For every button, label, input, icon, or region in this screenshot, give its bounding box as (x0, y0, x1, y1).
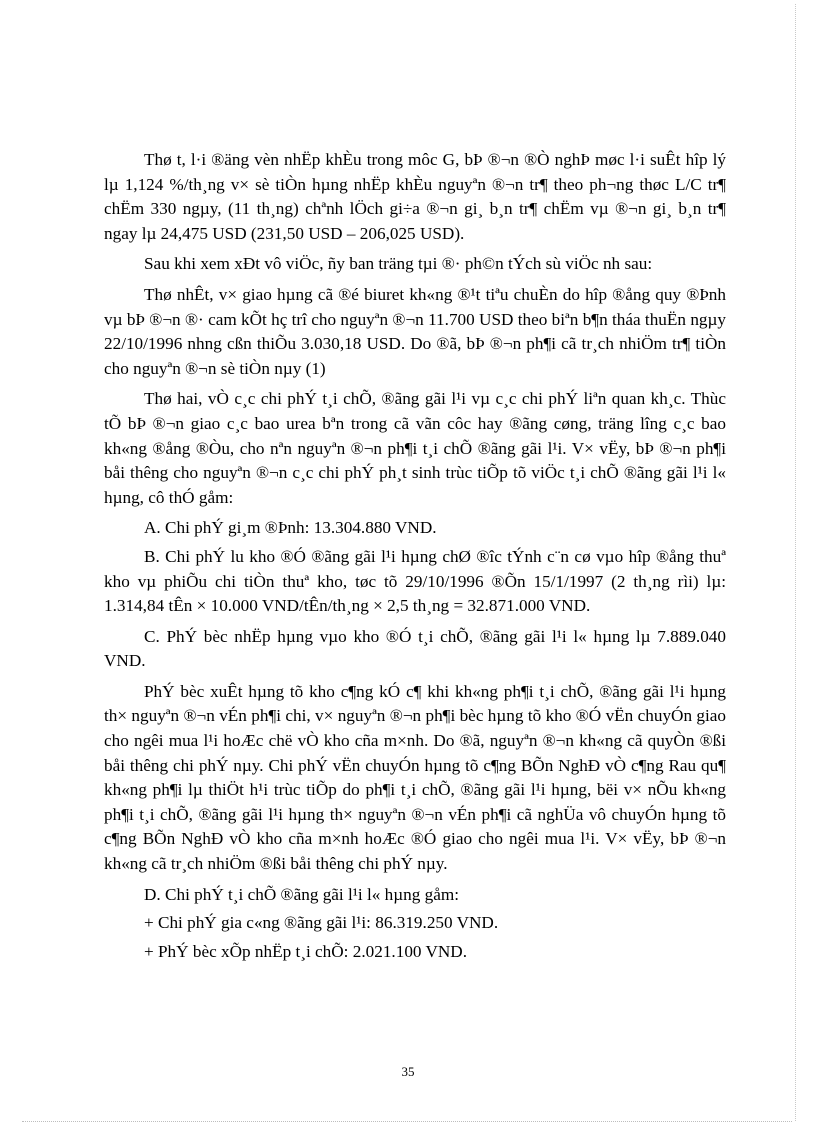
item-d: D. Chi phÝ t¸i chÕ ®ãng gãi l¹i l« hµng gåm: (144, 884, 460, 904)
body-text (104, 148, 731, 968)
item-a: A. Chi phÝ gi¸m ®Þnh: 13.304.880 VND. (144, 518, 437, 538)
item-d-line-2: + PhÝ bèc xÕp nhËp t¸i chÕ: 2.021.100 VND. (144, 941, 468, 961)
paragraph-3: Thø nhÊt, v× giao hµng cã ®é biuret kh«ng ®¹t tiªu chuÈn do hîp ®ång quy ®Þnh vµ bÞ ®¬n ®· cam kÕt hç trî cho nguyªn ®¬n 11.700 USD theo biªn b¶n tháa thuËn ngµy 22/10/1996 nhng cßn thiÕu 3.030,18 USD. Do ®ã, bÞ ®¬n ph¶i cã tr¸ch nhiÖm tr¶ tiÒn cho nguyªn ®¬n sè tiÒn nµy (1) (104, 284, 731, 378)
paragraph-c-detail: PhÝ bèc xuÊt hµng tõ kho c¶ng kÓ c¶ khi kh«ng ph¶i t¸i chÕ, ®ãng gãi l¹i hµng th× nguyªn ®¬n vÉn ph¶i chi, v× nguyªn ®¬n ph¶i bèc hµng tõ kho ®Ó vËn chuyÓn giao cho ngêi mua l¹i hoÆc chë vÒ kho cña m×nh. Do ®ã, nguyªn ®¬n kh«ng cã quyÒn ®ßi båi thêng chi phÝ nµy. Chi phÝ vËn chuyÓn hµng tõ c¶ng BÕn NghÐ vÒ c¶ng Rau qu¶ kh«ng ph¶i lµ thiÖt h¹i trùc tiÕp do ph¶i t¸i chÕ, ®ãng gãi l¹i hµng, bëi v× nÕu kh«ng ph¶i t¸i chÕ, ®ãng gãi l¹i hµng th× nguyªn ®¬n vÉn ph¶i cã nghÜa vô chuyÓn hµng tõ c¶ng BÕn NghÐ vÒ kho cña m×nh hoÆc ®Ó giao cho ngêi mua l¹i. V× vËy, bÞ ®¬n kh«ng cã tr¸ch nhiÖm ®ßi båi thêng chi phÝ nµy. (104, 681, 731, 874)
page-number: 35 (401, 1064, 415, 1079)
item-b: B. Chi phÝ lu kho ®Ó ®ãng gãi l¹i hµng chØ ®îc tÝnh c¨n cø vµo hîp ®ång thuª kho vµ phiÕu chi tiÒn thuª kho, tøc tõ 29/10/1996 ®Õn 15/1/1997 (2 th¸ng rìi) lµ: 1.314,84 tÊn × 10.000 VND/tÊn/th¸ng × 2,5 th¸ng = 32.871.000 VND. (104, 546, 731, 616)
item-d-line-1: + Chi phÝ gia c«ng ®ãng gãi l¹i: 86.319.250 VND. (144, 913, 499, 933)
item-c: C. PhÝ bèc nhËp hµng vµo kho ®Ó t¸i chÕ, ®ãng gãi l¹i l« hµng lµ 7.889.040 VND. (104, 626, 730, 671)
paragraph-2: Sau khi xem xÐt vô viÖc, ñy ban träng tµi ®· ph©n tÝch sù viÖc nh sau: (144, 254, 653, 274)
page-edge-divider (795, 4, 796, 1121)
footer-divider (22, 1121, 792, 1122)
paragraph-4: Thø hai, vÒ c¸c chi phÝ t¸i chÕ, ®ãng gãi l¹i vµ c¸c chi phÝ liªn quan kh¸c. Thùc tÕ bÞ ®¬n giao c¸c bao urea bªn trong cã vãn côc hay ®ãng cøng, träng lîng c¸c bao kh«ng ®ång ®Òu, cho nªn nguyªn ®¬n ph¶i t¸i chÕ ®ãng gãi l¹i. V× vËy, bÞ ®¬n ph¶i båi thêng cho nguyªn ®¬n c¸c chi phÝ ph¸t sinh trùc tiÕp tõ viÖc t¸i chÕ ®ãng gãi l¹i l« hµng, cô thÓ gåm: (104, 389, 731, 507)
paragraph-1: Thø t, l·i ®äng vèn nhËp khÈu trong môc G, bÞ ®¬n ®Ò nghÞ møc l·i suÊt hîp lý lµ 1,124 %/th¸ng v× sè tiÒn hµng nhËp khÈu nguyªn ®¬n tr¶ theo ph¬ng thøc L/C tr¶ chËm 330 ngµy, (11 th¸ng) chªnh lÖch gi÷a ®¬n gi¸ b¸n tr¶ chËm vµ ®¬n gi¸ b¸n tr¶ ngay lµ 24,475 USD (231,50 USD – 206,025 USD). (104, 150, 731, 243)
